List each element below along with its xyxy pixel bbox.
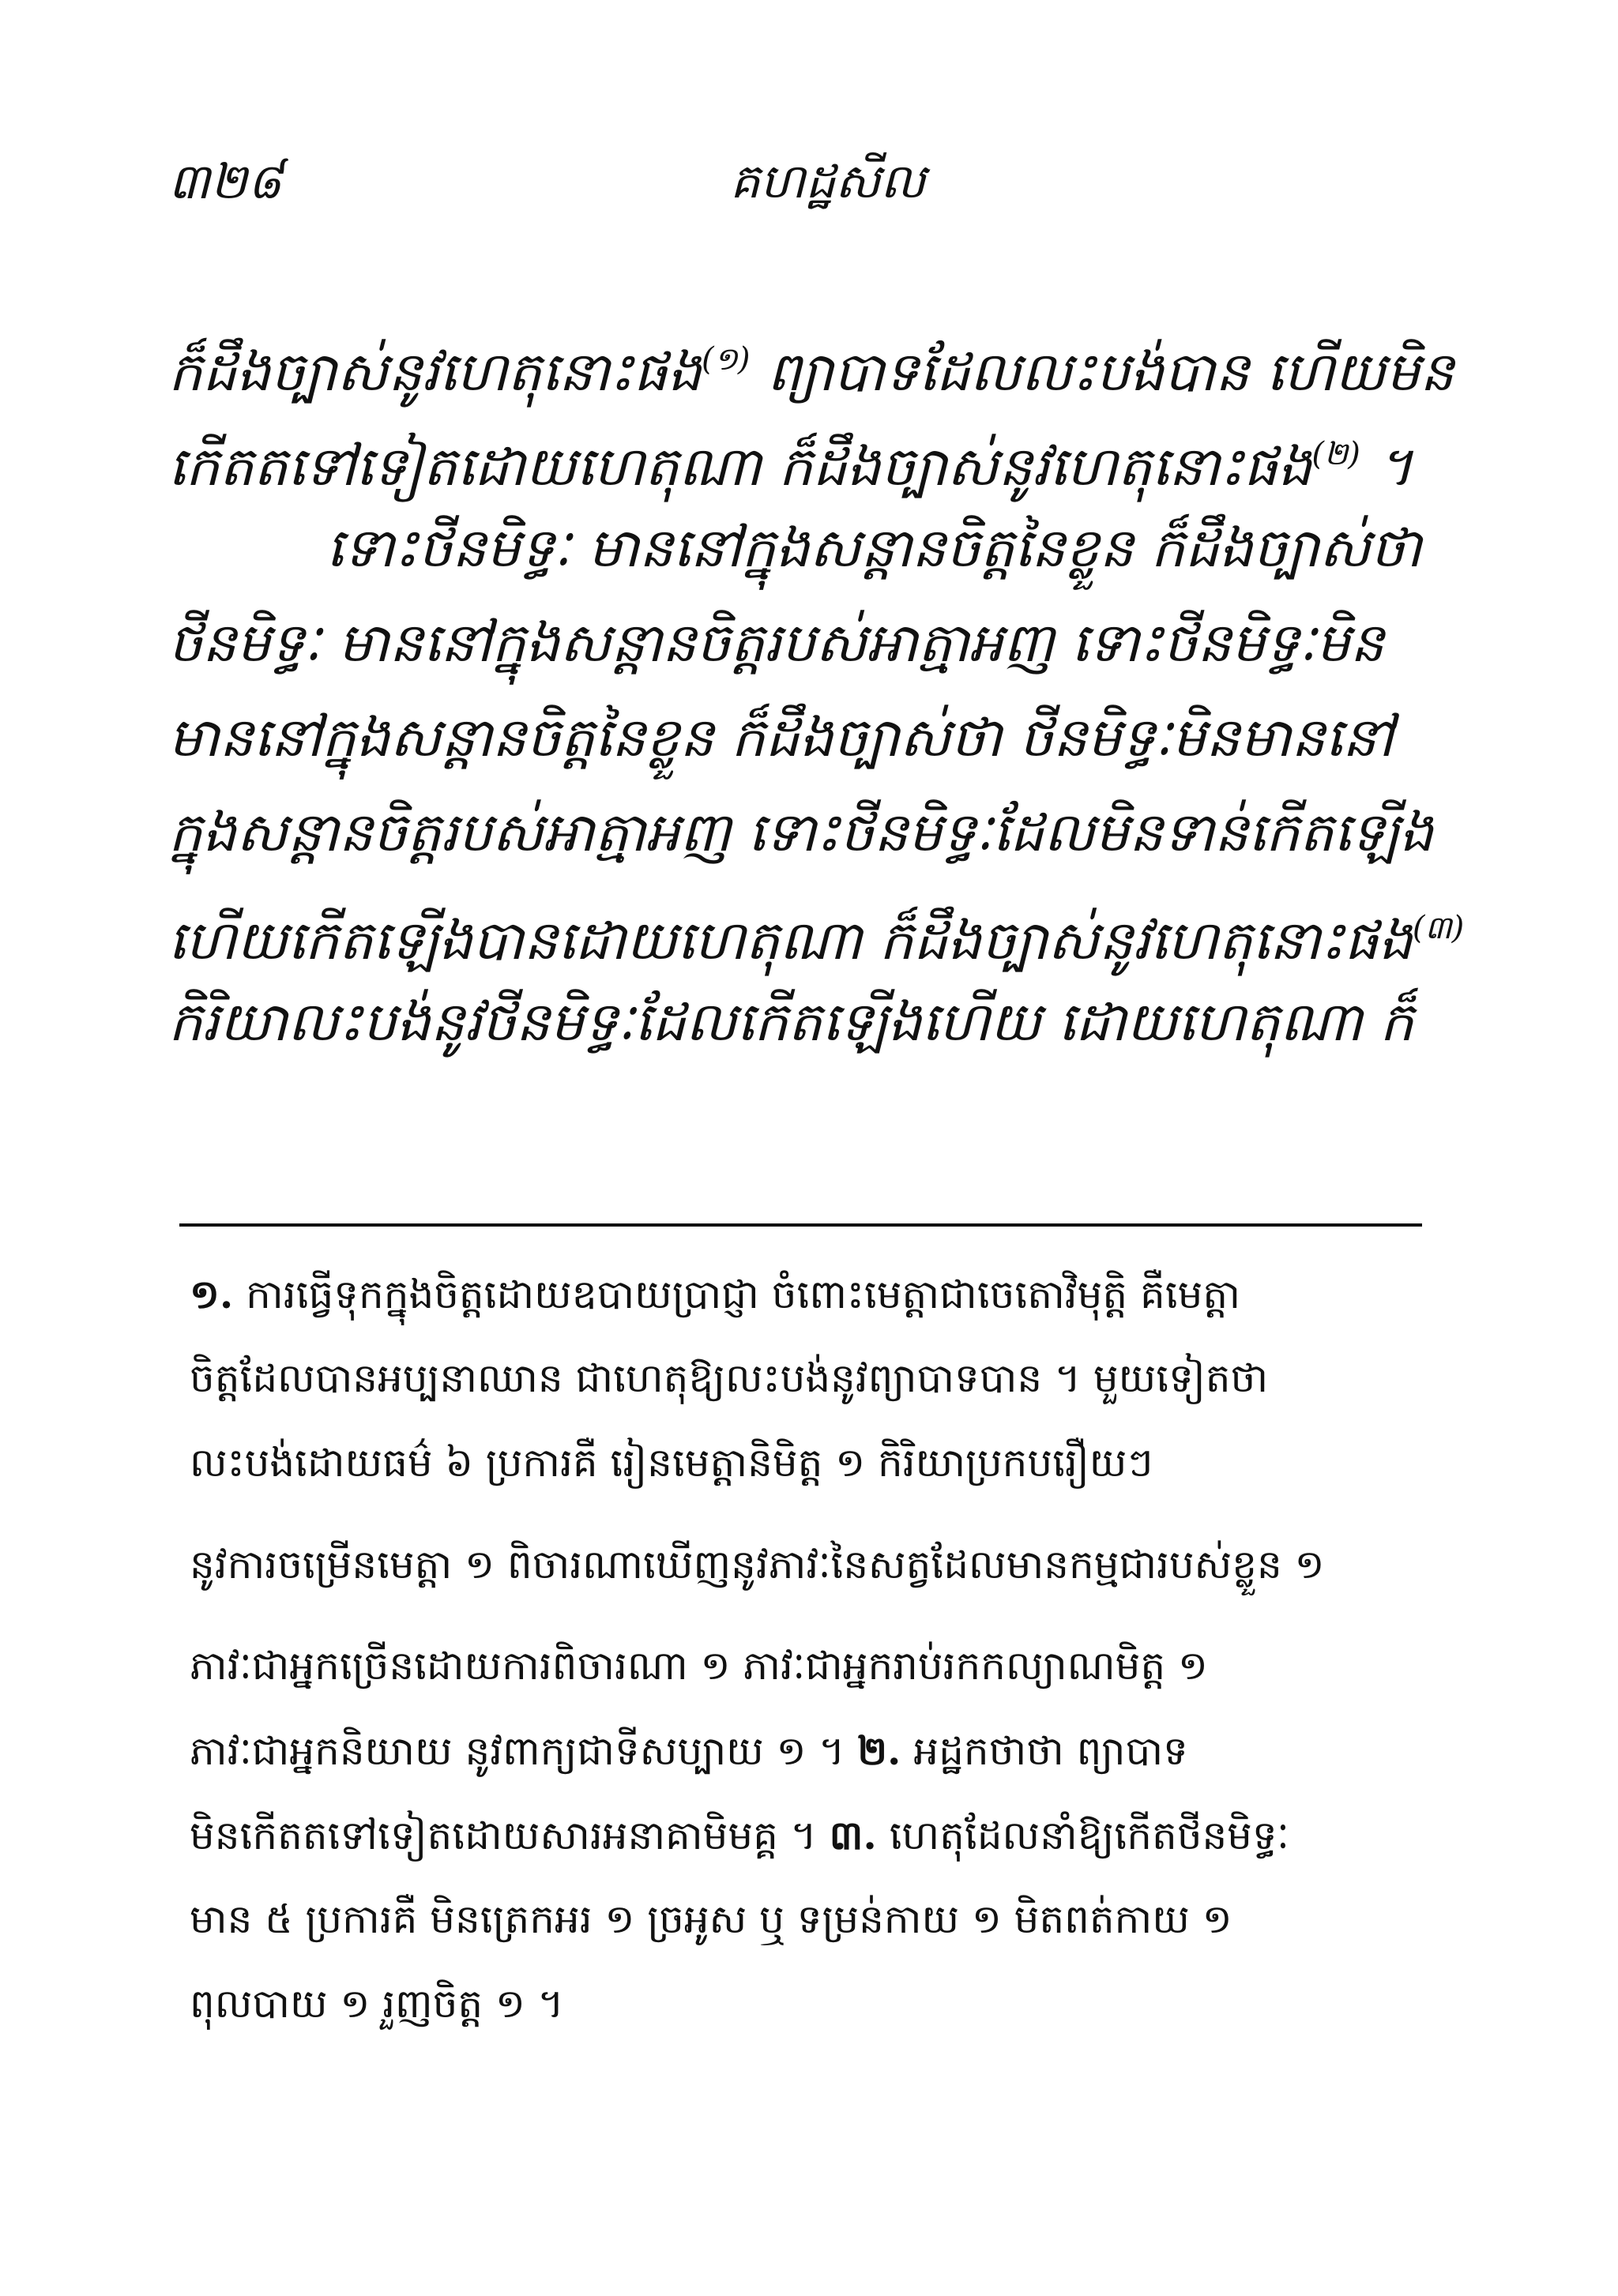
footnote-number: ៣. (829, 1812, 877, 1858)
body-line (168, 407, 1432, 502)
footnote-reference: (២) (1311, 436, 1360, 472)
footnote-text: មិនកើតតទៅទៀតដោយសារអនាគាមិមគ្គ ។ (190, 1813, 817, 1858)
body-text-segment: ហើយកើតឡើងបានដោយហេតុណា ក៏ដឹងច្បាស់នូវហេតុនោះផង (168, 910, 1413, 972)
body-line: កិរិយាលះបង់នូវថីនមិទ្ធៈដែលកើតឡើងហើយ ដោយហេតុណា ក៏ (168, 991, 1414, 1054)
body-line (168, 312, 1454, 407)
body-text-segment: ព្យាបាទដែលលះបង់បាន ហើយមិន (767, 341, 1454, 404)
body-text-segment: កើតតទៅទៀតដោយហេតុណា ក៏ដឹងច្បាស់នូវហេតុនោះផង (168, 436, 1312, 498)
footnote-divider (179, 1223, 1422, 1227)
body-line: មាននៅក្នុងសន្តានចិត្តនៃខ្លួន ក៏ដឹងច្បាស់ថា ថីនមិទ្ធៈមិនមាននៅ (168, 707, 1394, 769)
footnote-reference: (៣) (1412, 910, 1465, 946)
footnote-line: ចិត្តដែលបានអប្បនាឈាន ជាហេតុឱ្យលះបង់នូវព្យាបាទបាន ។ មួយទៀតថា (190, 1355, 1269, 1401)
footnote-text: ភាវៈជាអ្នកនិយាយ នូវពាក្យជាទីសប្បាយ ១ ។ (190, 1728, 845, 1774)
footnote-text: ការធ្វើទុកក្នុងចិត្តដោយឧបាយប្រាជ្ញា ចំពោះមេត្តាជាចេតោវិមុត្តិ គឺមេត្តា (246, 1272, 1240, 1317)
footnote-text: អដ្ឋកថាថា ព្យាបាទ (913, 1728, 1188, 1774)
footnote-line: នូវការចម្រើនមេត្តា ១ ពិចារណាឃើញនូវភាវៈនៃសត្វដែលមានកម្មជារបស់ខ្លួន ១ (190, 1542, 1325, 1588)
footnote-number: ២. (857, 1727, 901, 1774)
body-text-segment: ក៏ដឹងច្បាស់នូវហេតុនោះផង (168, 341, 702, 404)
footnote-text: ហេតុដែលនាំឱ្យកើតថីនមិទ្ធៈ (889, 1813, 1289, 1858)
body-line: ថីនមិទ្ធៈ មាននៅក្នុងសន្តានចិត្តរបស់អាត្មាអញ ទោះថីនមិទ្ធៈមិន (168, 612, 1385, 675)
footnote-line (190, 1252, 1422, 1336)
body-line: ទោះថីនមិទ្ធៈ មាននៅក្នុងសន្តានចិត្តនៃខ្លួន ក៏ដឹងច្បាស់ថា (326, 517, 1422, 580)
footnotes (190, 1252, 1422, 2046)
body-text-segment: ។ (1377, 436, 1413, 498)
body-line: ក្នុងសន្តានចិត្តរបស់អាត្មាអញ ទោះថីនមិទ្ធៈដែលមិនទាន់កើតឡើង (168, 802, 1434, 864)
footnote-reference: (១) (702, 341, 751, 378)
running-title: គហដ្ឋសីល (730, 154, 926, 209)
footnote-line (190, 1793, 1422, 1877)
body-text (168, 312, 1465, 1070)
footnote-line: ពុលបាយ ១ រួញចិត្ត ១ ។ (190, 1981, 564, 2027)
footnote-number: ១. (190, 1271, 234, 1317)
footnote-line: មាន ៥ ប្រការគឺ មិនត្រេកអរ ១ ច្រអូស ឬ ទម្រន់កាយ ១ មិតពត់កាយ ១ (190, 1896, 1232, 1942)
footnote-line: ភាវៈជាអ្នកច្រើនដោយការពិចារណា ១ ភាវៈជាអ្នករាប់រកកល្យាណមិត្ត ១ (190, 1643, 1208, 1689)
body-line (168, 881, 1465, 975)
page-number: ៣២៨ (168, 152, 282, 210)
footnote-line: លះបង់ដោយធម៌ ៦ ប្រការគឺ រៀនមេត្តានិមិត្ត ១ កិរិយាប្រកបរឿយៗ (190, 1440, 1153, 1486)
footnote-line (190, 1708, 1422, 1793)
